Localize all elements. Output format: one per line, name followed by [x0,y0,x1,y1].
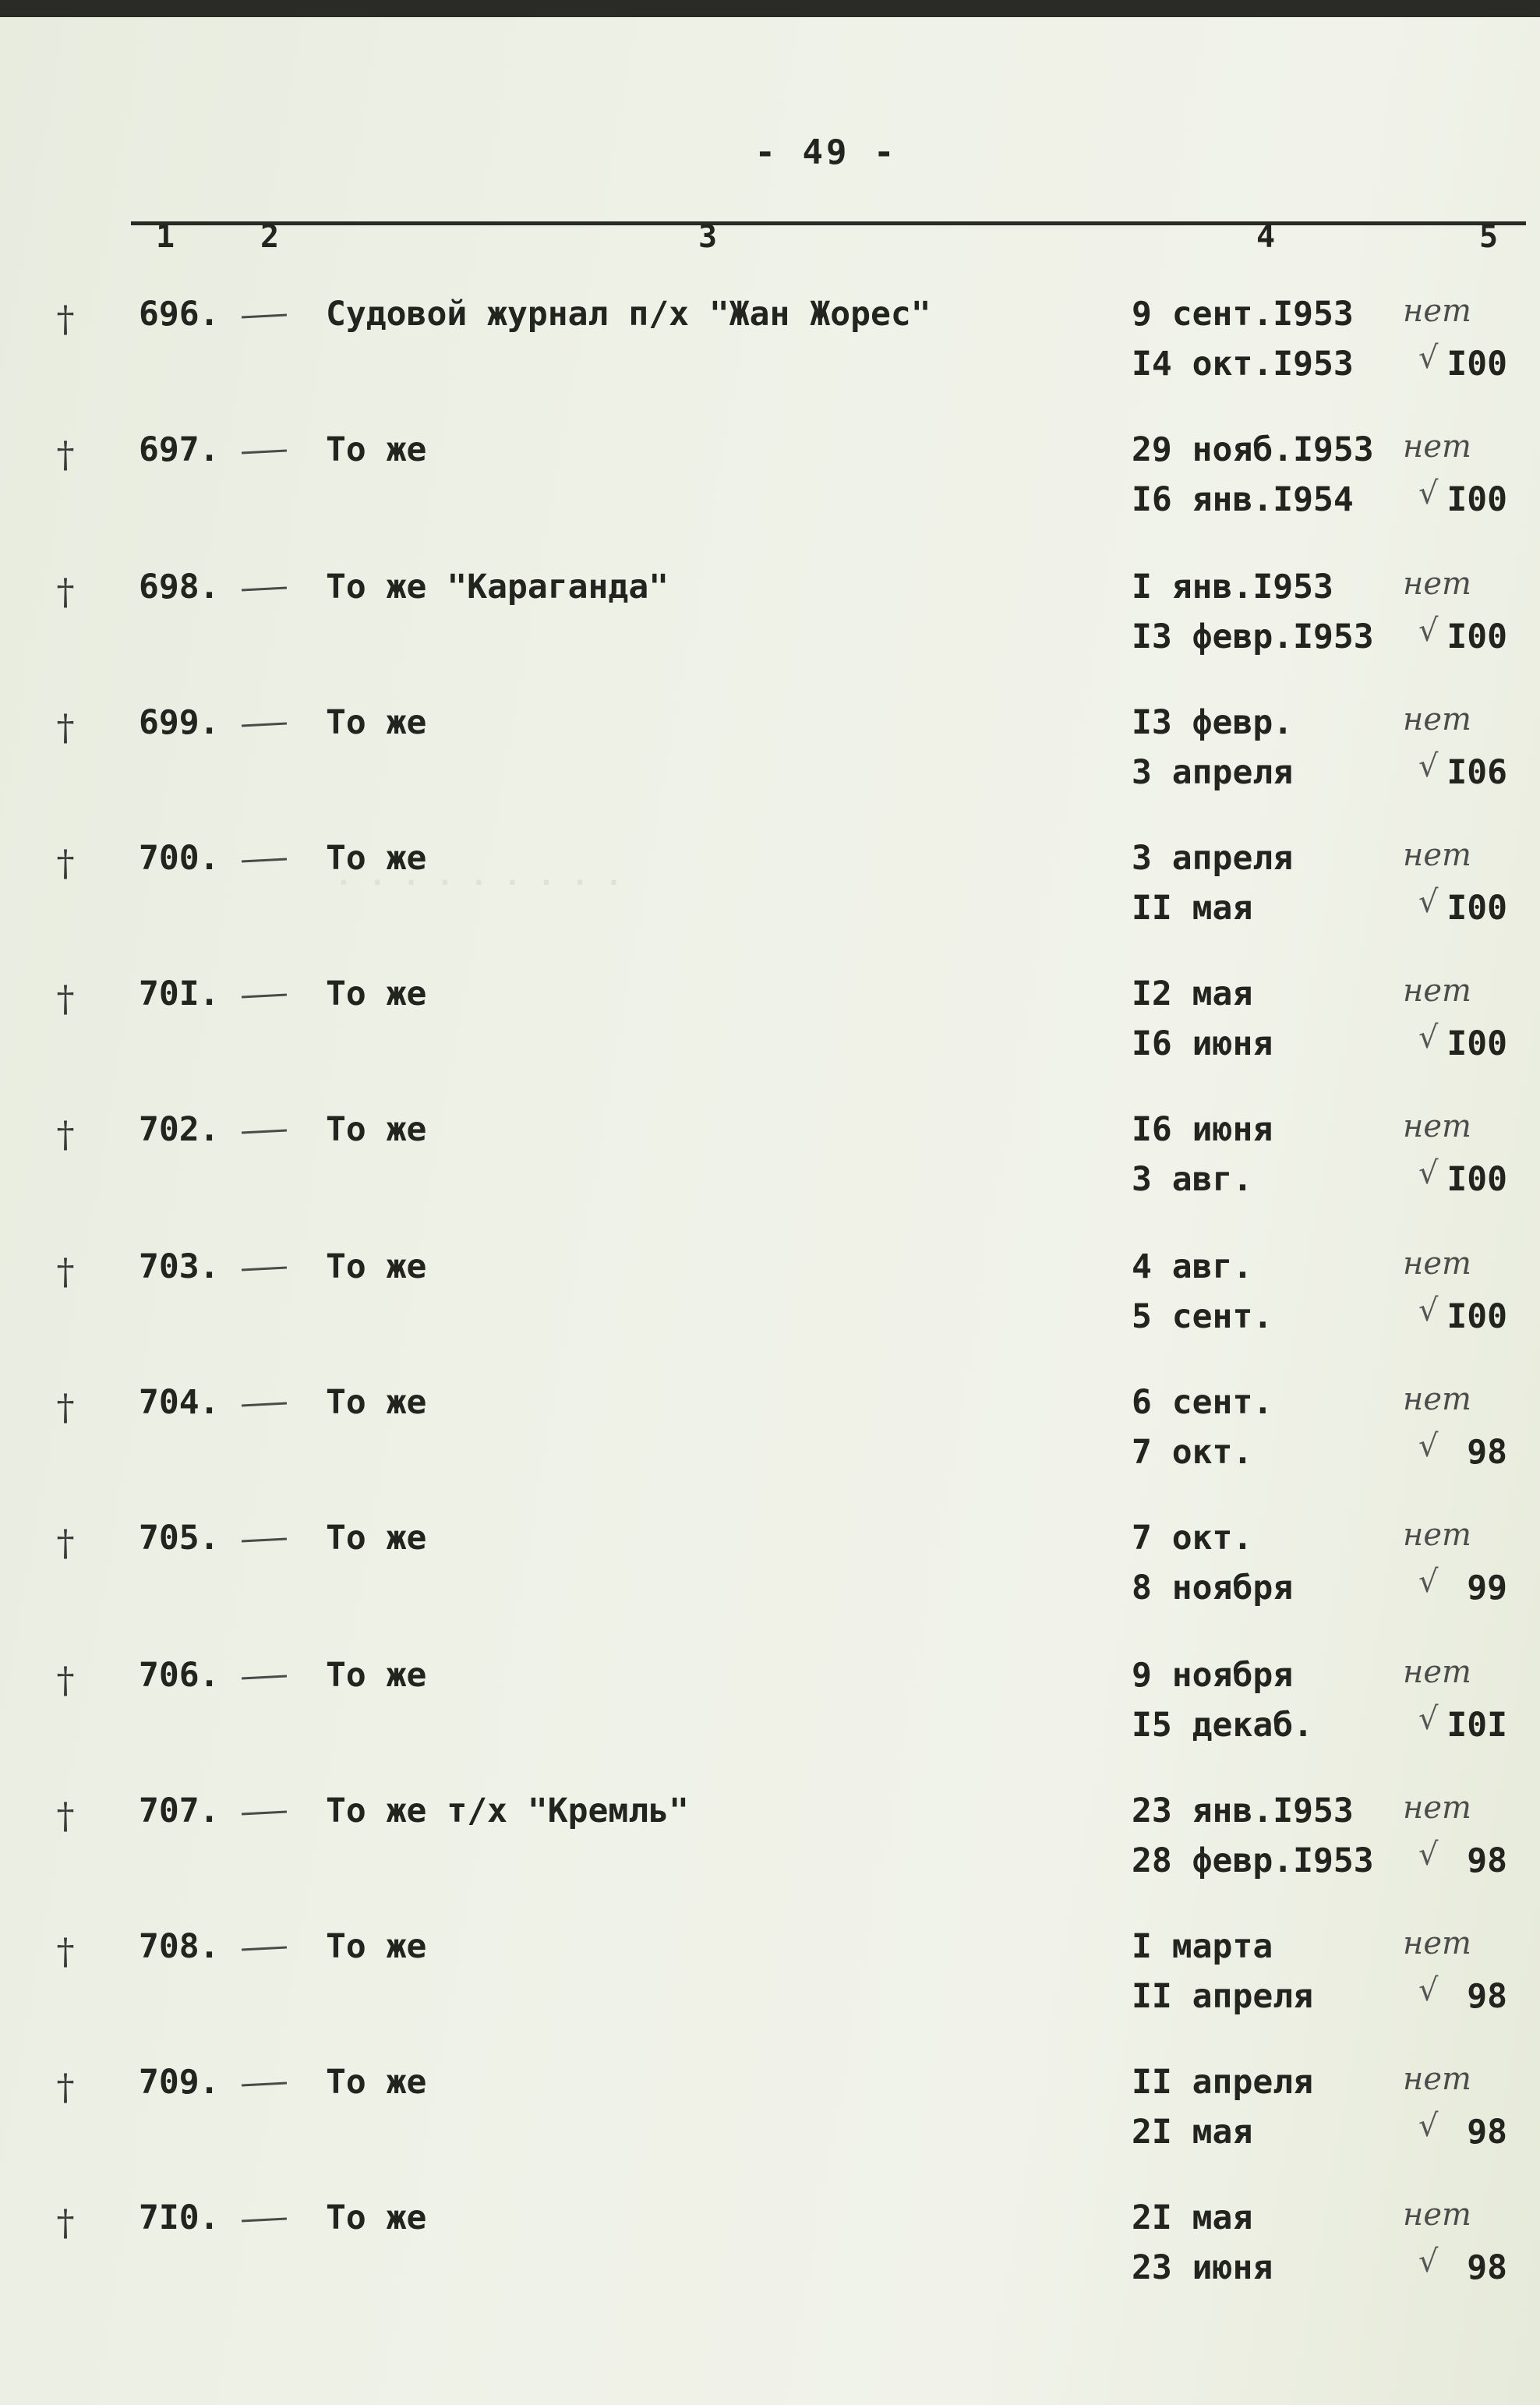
list-item [0,974,1540,1107]
column-header-1: 1 [156,219,175,255]
sheet-count: I00 [1446,480,1507,519]
date-end: 8 ноября [1132,1569,1294,1607]
handwritten-note: нет [1403,566,1471,602]
sheet-count: I00 [1446,1297,1507,1336]
item-title: То же [326,1519,427,1558]
date-start: I янв.I953 [1132,568,1333,607]
sheet-count: 98 [1467,1433,1507,1472]
date-end: 5 сент. [1132,1297,1273,1336]
dash-mark [242,722,287,727]
item-title: То же [326,1927,427,1966]
sheet-count: 98 [1467,2113,1507,2152]
date-end: II апреля [1132,1977,1313,2016]
cross-mark-icon: † [56,842,75,884]
cross-mark-icon: † [56,978,75,1020]
cross-mark-icon: † [56,2066,75,2108]
date-start: 6 сент. [1132,1383,1273,1422]
cross-mark-icon: † [56,1659,75,1701]
dash-mark [242,449,287,454]
sheet-count: I00 [1446,617,1507,656]
handwritten-note: нет [1403,2061,1471,2097]
check-mark-icon: √ [1418,1701,1439,1737]
date-start: II апреля [1132,2063,1313,2102]
sheet-count: 98 [1467,2248,1507,2287]
list-item [0,1927,1540,2060]
date-start: 3 апреля [1132,839,1294,878]
date-end: 2I мая [1132,2113,1253,2152]
cross-mark-icon: † [56,1113,75,1155]
handwritten-note: нет [1403,973,1471,1009]
handwritten-note: нет [1403,429,1471,465]
dash-mark [242,1266,287,1271]
list-item [0,1519,1540,1651]
date-end: I6 июня [1132,1024,1273,1063]
list-item [0,568,1540,700]
item-number: 709. [139,2063,220,2102]
column-header-5: 5 [1479,219,1499,255]
item-title: То же т/х "Кремль" [326,1791,689,1830]
dash-mark [242,1402,287,1406]
sheet-count: I06 [1446,753,1507,792]
item-number: 708. [139,1927,220,1966]
dash-mark [242,1129,287,1134]
item-number: 700. [139,839,220,878]
dash-mark [242,313,287,318]
item-number: 699. [139,703,220,742]
item-number: 703. [139,1247,220,1286]
date-start: 4 авг. [1132,1247,1253,1286]
list-item [0,1247,1540,1380]
date-end: 3 авг. [1132,1160,1253,1199]
list-item [0,295,1540,427]
sheet-count: I00 [1446,889,1507,928]
column-header-3: 3 [698,219,718,255]
check-mark-icon: √ [1418,340,1439,376]
handwritten-note: нет [1403,1109,1471,1144]
check-mark-icon: √ [1418,1428,1439,1464]
handwritten-note: нет [1403,1517,1471,1553]
list-item [0,1110,1540,1243]
date-start: I3 февр. [1132,703,1294,742]
check-mark-icon: √ [1418,1564,1439,1600]
cross-mark-icon: † [56,2202,75,2244]
check-mark-icon: √ [1418,1020,1439,1056]
sheet-count: I0I [1446,1706,1507,1745]
item-number: 707. [139,1791,220,1830]
date-start: 2I мая [1132,2198,1253,2237]
sheet-count: 99 [1467,1569,1507,1607]
check-mark-icon: √ [1418,748,1439,784]
cross-mark-icon: † [56,706,75,748]
dash-mark [242,2081,287,2086]
handwritten-note: нет [1403,1926,1471,1961]
dash-mark [242,1946,287,1951]
dash-mark [242,993,287,998]
item-title: То же [326,2063,427,2102]
item-title: То же "Караганда" [326,568,669,607]
date-start: 7 окт. [1132,1519,1253,1558]
date-end: 3 апреля [1132,753,1294,792]
dash-mark [242,586,287,591]
check-mark-icon: √ [1418,2244,1439,2279]
date-start: I марта [1132,1927,1273,1966]
check-mark-icon: √ [1418,884,1439,920]
item-title: То же [326,839,427,878]
page-number: - 49 - [754,133,898,172]
document-page [0,17,1540,2405]
sheet-count: 98 [1467,1977,1507,2016]
item-number: 697. [139,430,220,469]
cross-mark-icon: † [56,298,75,340]
date-start: 23 янв.I953 [1132,1791,1354,1830]
check-mark-icon: √ [1418,1293,1439,1328]
list-item [0,1656,1540,1788]
sheet-count: I00 [1446,345,1507,384]
date-end: 23 июня [1132,2248,1273,2287]
handwritten-note: нет [1403,837,1471,873]
cross-mark-icon: † [56,1522,75,1564]
item-title: То же [326,703,427,742]
date-end: I5 декаб. [1132,1706,1313,1745]
list-item [0,703,1540,836]
cross-mark-icon: † [56,1386,75,1428]
date-end: I4 окт.I953 [1132,345,1354,384]
header-rule [131,221,1526,225]
dash-mark [242,1810,287,1815]
list-item [0,839,1540,971]
date-start: I2 мая [1132,974,1253,1013]
item-number: 698. [139,568,220,607]
handwritten-note: нет [1403,293,1471,329]
date-start: 9 сент.I953 [1132,295,1354,334]
check-mark-icon: √ [1418,476,1439,511]
date-start: 29 нояб.I953 [1132,430,1374,469]
item-number: 696. [139,295,220,334]
date-end: 28 февр.I953 [1132,1841,1374,1880]
item-title: То же [326,430,427,469]
item-title: То же [326,1110,427,1149]
handwritten-note: нет [1403,1654,1471,1690]
cross-mark-icon: † [56,1250,75,1293]
check-mark-icon: √ [1418,613,1439,649]
sheet-count: I00 [1446,1160,1507,1199]
sheet-count: 98 [1467,1841,1507,1880]
check-mark-icon: √ [1418,1155,1439,1191]
item-title: Судовой журнал п/х "Жан Жорес" [326,295,931,334]
cross-mark-icon: † [56,571,75,613]
list-item [0,2063,1540,2195]
check-mark-icon: √ [1418,2108,1439,2144]
cross-mark-icon: † [56,433,75,476]
date-end: 7 окт. [1132,1433,1253,1472]
item-title: То же [326,2198,427,2237]
list-item [0,1383,1540,1516]
item-number: 705. [139,1519,220,1558]
item-title: То же [326,974,427,1013]
item-number: 706. [139,1656,220,1695]
check-mark-icon: √ [1418,1972,1439,2008]
item-title: То же [326,1383,427,1422]
date-end: I6 янв.I954 [1132,480,1354,519]
cross-mark-icon: † [56,1930,75,1972]
handwritten-note: нет [1403,702,1471,737]
dash-mark [242,2217,287,2222]
date-end: I3 февр.I953 [1132,617,1374,656]
date-start: 9 ноября [1132,1656,1294,1695]
dash-mark [242,1675,287,1679]
list-item [0,2198,1540,2331]
dash-mark [242,858,287,862]
dash-mark [242,1537,287,1542]
bleed-through-text: · · · · · · · · · [335,867,623,899]
item-title: То же [326,1247,427,1286]
list-item [0,1791,1540,1924]
handwritten-note: нет [1403,1790,1471,1826]
date-start: I6 июня [1132,1110,1273,1149]
handwritten-note: нет [1403,2197,1471,2233]
handwritten-note: нет [1403,1246,1471,1282]
column-header-2: 2 [260,219,280,255]
item-number: 70I. [139,974,220,1013]
column-header-4: 4 [1256,219,1276,255]
item-number: 704. [139,1383,220,1422]
sheet-count: I00 [1446,1024,1507,1063]
cross-mark-icon: † [56,1795,75,1837]
check-mark-icon: √ [1418,1837,1439,1873]
date-end: II мая [1132,889,1253,928]
item-title: То же [326,1656,427,1695]
item-number: 702. [139,1110,220,1149]
item-number: 7I0. [139,2198,220,2237]
handwritten-note: нет [1403,1381,1471,1417]
list-item [0,430,1540,563]
